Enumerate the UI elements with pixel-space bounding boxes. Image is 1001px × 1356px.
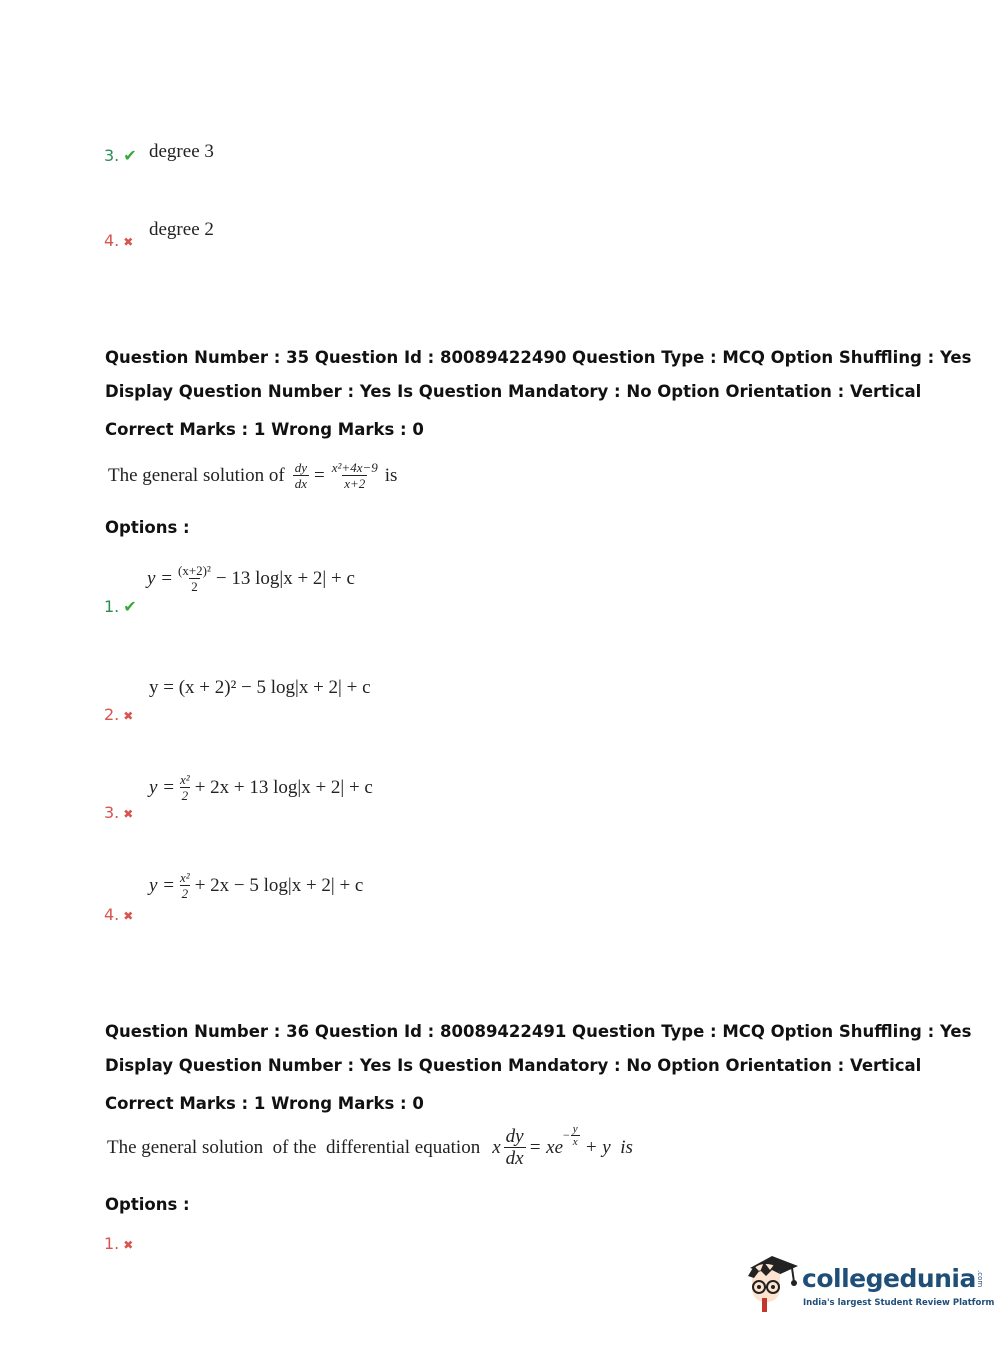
option-number: 4. — [104, 231, 120, 250]
q35-option-3-marker — [104, 803, 133, 822]
q35-option-2-expr: y = (x + 2)² − 5 log|x + 2| + c — [149, 677, 371, 698]
rest: − 13 log|x + 2| + c — [215, 567, 355, 589]
q36-x: x — [492, 1136, 501, 1158]
q35-dydx — [293, 460, 309, 491]
q36-dx: dx — [505, 1148, 524, 1169]
prev-option-4-text: degree 2 — [149, 219, 214, 240]
q35-option-3-expr — [149, 772, 373, 803]
logo-brand: collegedunia — [802, 1264, 976, 1293]
q35-stem — [108, 460, 397, 491]
lhs: y = — [149, 874, 176, 896]
q35-meta-line2: Display Question Number : Yes Is Question Mandatory : No Option Orientation : Vertical — [105, 382, 922, 401]
logo-suffix: .com — [975, 1269, 984, 1287]
q36-dydx — [504, 1126, 526, 1169]
check-icon: ✔ — [123, 597, 137, 616]
q36-meta-line3: Correct Marks : 1 Wrong Marks : 0 — [105, 1094, 424, 1113]
q35-rhs-den: x+2 — [344, 476, 366, 491]
q35-rhs-num: x²+4x−9 — [331, 460, 378, 475]
frac-den: 2 — [191, 579, 198, 594]
q35-meta-line3: Correct Marks : 1 Wrong Marks : 0 — [105, 420, 424, 439]
cross-icon: ✖ — [123, 807, 134, 821]
q35-option-2-marker — [104, 705, 133, 724]
rest: + 2x + 13 log|x + 2| + c — [194, 776, 373, 798]
frac-num: (x+2)² — [178, 563, 211, 578]
q35-dy: dy — [294, 460, 308, 475]
q35-options-label: Options : — [105, 518, 190, 537]
option-number: 3. — [104, 803, 120, 822]
lhs: y = — [147, 567, 174, 589]
prev-option-3 — [104, 146, 137, 165]
option-number: 3. — [104, 146, 120, 165]
cross-icon: ✖ — [123, 909, 134, 923]
q35-dx: dx — [294, 476, 308, 491]
q36-meta-line1: Question Number : 36 Question Id : 80089422491 Question Type : MCQ Option Shuffling : Yes — [105, 1022, 972, 1041]
rest: + 2x − 5 log|x + 2| + c — [194, 874, 364, 896]
q35-stem-prefix: The general solution of — [108, 464, 285, 486]
option-number: 1. — [104, 1234, 120, 1253]
cross-icon: ✖ — [123, 709, 134, 723]
q36-exponent — [563, 1123, 581, 1148]
equals-sign: = — [314, 464, 325, 486]
exp-sign: − — [563, 1128, 570, 1142]
q36-option-1-marker — [104, 1234, 133, 1253]
exp-num: y — [572, 1123, 578, 1135]
cross-icon: ✖ — [123, 235, 134, 249]
q35-option-1-expr — [147, 563, 355, 594]
q36-eq: = xe — [528, 1136, 564, 1158]
cross-icon: ✖ — [123, 1238, 134, 1252]
prev-option-3-text: degree 3 — [149, 141, 214, 162]
lhs: y = — [149, 776, 176, 798]
q35-meta-line1: Question Number : 35 Question Id : 80089422490 Question Type : MCQ Option Shuffling : Yes — [105, 348, 972, 367]
option-number: 1. — [104, 597, 120, 616]
q35-option-4-marker — [104, 905, 133, 924]
frac-den: 2 — [181, 886, 189, 901]
q36-tail: + y is — [584, 1136, 633, 1158]
fraction — [178, 772, 192, 803]
prev-option-4 — [104, 231, 133, 250]
exp-frac — [571, 1123, 580, 1148]
frac-num: x² — [180, 870, 190, 885]
option-number: 2. — [104, 705, 120, 724]
mascot-icon — [742, 1250, 802, 1318]
q35-rhs-frac — [330, 460, 380, 491]
option-number: 4. — [104, 905, 120, 924]
q36-stem-prefix: The general solution of the differential equation — [107, 1136, 481, 1158]
q35-option-1-marker — [104, 597, 137, 616]
logo-tagline: India's largest Student Review Platform — [803, 1298, 995, 1308]
q36-options-label: Options : — [105, 1195, 190, 1214]
q36-meta-line2: Display Question Number : Yes Is Question Mandatory : No Option Orientation : Vertical — [105, 1056, 922, 1075]
q36-stem — [107, 1123, 633, 1169]
frac-den: 2 — [181, 788, 189, 803]
fraction — [176, 563, 213, 594]
logo-wordmark — [802, 1264, 984, 1293]
q35-stem-suffix: is — [384, 464, 398, 486]
q35-option-4-expr — [149, 870, 363, 901]
exp-den: x — [572, 1136, 578, 1148]
q36-dy: dy — [505, 1126, 524, 1147]
frac-num: x² — [180, 772, 190, 787]
collegedunia-logo[interactable] — [742, 1250, 995, 1320]
fraction — [178, 870, 192, 901]
check-icon: ✔ — [123, 146, 137, 165]
